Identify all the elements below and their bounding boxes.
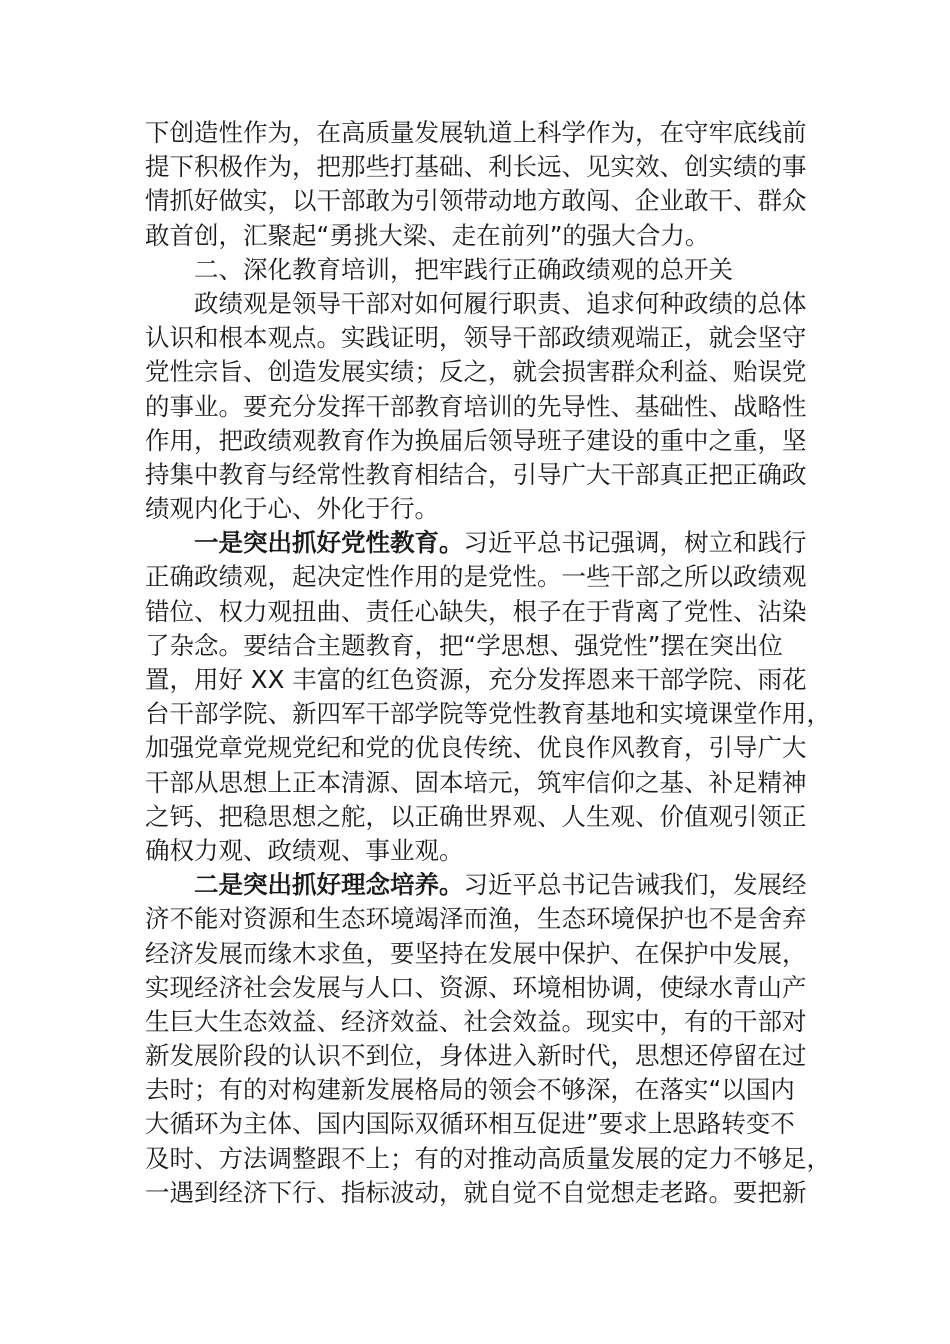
- text-line: 政绩观是领导干部对如何履行职责、追求何种政绩的总体: [194, 288, 807, 318]
- document-body: [145, 116, 831, 1210]
- text-line: 大循环为主体、国内国际双循环相互促进”要求上思路转变不: [145, 1109, 795, 1139]
- text-line: 之钙、把稳思想之舵，以正确世界观、人生观、价值观引领正: [145, 801, 807, 831]
- text-line: 实现经济社会发展与人口、资源、环境相协调，使绿水青山产: [145, 972, 807, 1002]
- text-line: 经济发展而缘木求鱼，要坚持在发展中保护、在保护中发展，: [145, 938, 807, 968]
- text-line: 一遇到经济下行、指标波动，就自觉不自觉想走老路。要把新: [145, 1177, 807, 1207]
- lead-rest: 习近平总书记告诫我们，发展经: [463, 870, 807, 900]
- bold-lead: 一是突出抓好党性教育。: [194, 528, 464, 558]
- text-line: 了杂念。要结合主题教育，把“学思想、强党性”摆在突出位: [145, 630, 783, 660]
- text-line: 生巨大生态效益、经济效益、社会效益。现实中，有的干部对: [145, 1006, 807, 1036]
- paragraph-lead-line: [145, 868, 815, 902]
- text-line: 持集中教育与经常性教育相结合，引导广大干部真正把正确政: [145, 459, 807, 489]
- text-line: 新发展阶段的认识不到位，身体进入新时代，思想还停留在过: [145, 1041, 807, 1071]
- text-line: 去时；有的对构建新发展格局的领会不够深，在落实“以国内: [145, 1075, 795, 1105]
- text-line: 作用，把政绩观教育作为换届后领导班子建设的重中之重，坚: [145, 425, 807, 455]
- text-line: 台干部学院、新四军干部学院等党性教育基地和实境课堂作用，: [145, 699, 831, 729]
- text-line: 济不能对资源和生态环境竭泽而渔，生态环境保护也不是舍弃: [145, 904, 807, 934]
- text-line: 认识和根本观点。实践证明，领导干部政绩观端正，就会坚守: [145, 323, 807, 353]
- text-line: 敢首创，汇聚起“勇挑大梁、走在前列”的强大合力。: [145, 220, 710, 250]
- lead-rest: 习近平总书记强调，树立和践行: [463, 528, 807, 558]
- text-line: 党性宗旨、创造发展实绩；反之，就会损害群众利益、贻误党: [145, 357, 807, 387]
- text-line: 干部从思想上正本清源、固本培元，筑牢信仰之基、补足精神: [145, 767, 807, 797]
- text-line: 错位、权力观扭曲、责任心缺失，根子在于背离了党性、沾染: [145, 596, 807, 626]
- text-line: 及时、方法调整跟不上；有的对推动高质量发展的定力不够足，: [145, 1143, 831, 1173]
- paragraph-lead-line: [145, 526, 815, 560]
- text-line: 加强党章党规党纪和党的优良传统、优良作风教育，引导广大: [145, 733, 807, 763]
- text-line: 的事业。要充分发挥干部教育培训的先导性、基础性、战略性: [145, 391, 807, 421]
- text-line: 置，用好 XX 丰富的红色资源，充分发挥恩来干部学院、雨花: [145, 665, 807, 694]
- text-line: 绩观内化于心、外化于行。: [145, 494, 439, 524]
- text-line: 下创造性作为，在高质量发展轨道上科学作为，在守牢底线前: [145, 118, 807, 147]
- text-line: 正确政绩观，起决定性作用的是党性。一些干部之所以政绩观: [145, 562, 807, 592]
- bold-lead: 二是突出抓好理念培养。: [194, 870, 464, 900]
- text-line: 提下积极作为，把那些打基础、利长远、见实效、创实绩的事: [145, 152, 807, 182]
- text-line: 确权力观、政绩观、事业观。: [145, 835, 464, 865]
- section-heading: 二、深化教育培训，把牢践行正确政绩观的总开关: [194, 254, 733, 284]
- text-line: 情抓好做实，以干部敢为引领带动地方敢闯、企业敢干、群众: [145, 186, 807, 216]
